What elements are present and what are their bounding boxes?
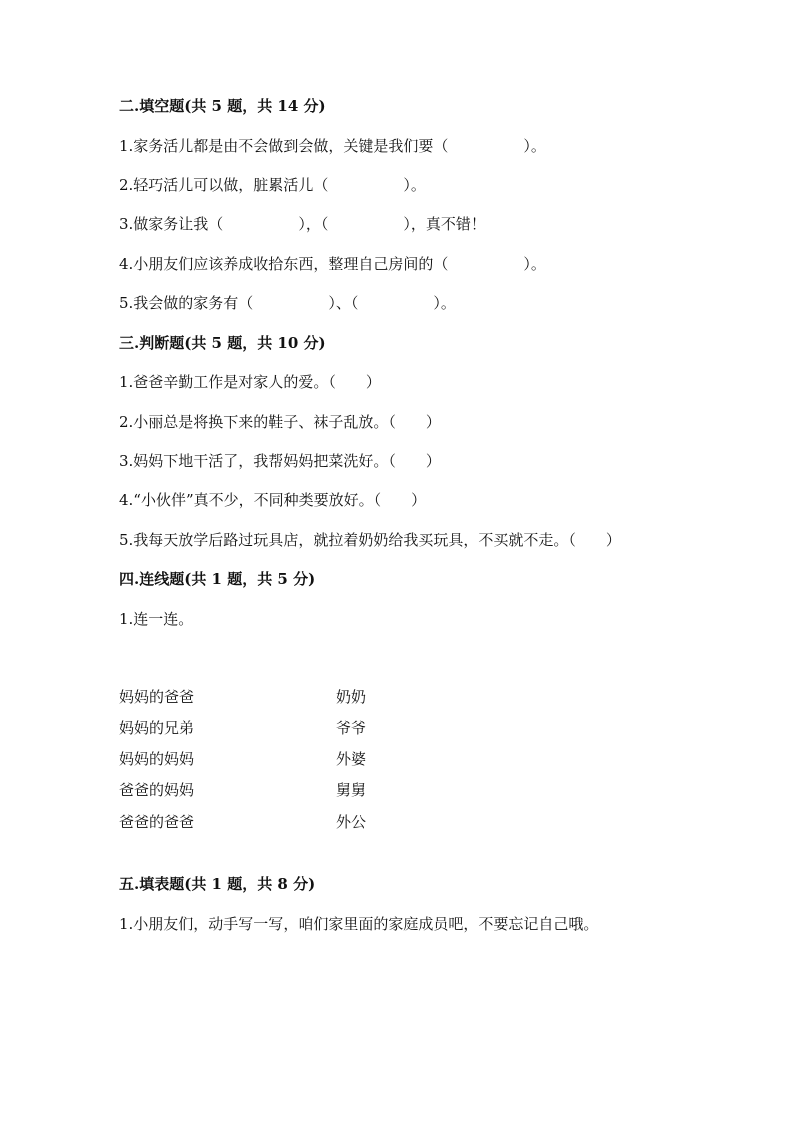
judge-question-3: 3.妈妈下地干活了，我帮妈妈把菜洗好。（ ） — [119, 452, 441, 470]
fill-question-1: 1.家务活儿都是由不会做到会做，关键是我们要（ ）。 — [119, 137, 546, 155]
match-question-1: 1.连一连。 — [119, 610, 194, 628]
fill-question-2: 2.轻巧活儿可以做，脏累活儿（ ）。 — [119, 176, 426, 194]
section-4-heading: 四.连线题(共 1 题，共 5 分) — [119, 570, 316, 588]
judge-question-5: 5.我每天放学后路过玩具店，就拉着奶奶给我买玩具，不买就不走。（ ） — [119, 531, 621, 549]
section-5-heading: 五.填表题(共 1 题，共 8 分) — [119, 875, 316, 893]
match-right-item: 爷爷 — [336, 719, 367, 737]
match-left-item: 妈妈的妈妈 — [119, 750, 195, 768]
match-right-item: 外婆 — [336, 750, 367, 768]
match-right-item: 奶奶 — [336, 688, 367, 706]
match-left-item: 爸爸的爸爸 — [119, 813, 195, 831]
section-3-heading: 三.判断题(共 5 题，共 10 分) — [119, 334, 326, 352]
match-right-item: 外公 — [336, 813, 367, 831]
match-right-item: 舅舅 — [336, 781, 367, 799]
judge-question-1: 1.爸爸辛勤工作是对家人的爱。（ ） — [119, 373, 381, 391]
fill-question-4: 4.小朋友们应该养成收拾东西，整理自己房间的（ ）。 — [119, 255, 546, 273]
judge-question-2: 2.小丽总是将换下来的鞋子、袜子乱放。（ ） — [119, 413, 441, 431]
fill-question-3: 3.做家务让我（ ），（ ），真不错！ — [119, 215, 486, 233]
match-left-item: 爸爸的妈妈 — [119, 781, 195, 799]
match-left-item: 妈妈的爸爸 — [119, 688, 195, 706]
table-question-1: 1.小朋友们，动手写一写，咱们家里面的家庭成员吧，不要忘记自己哦。 — [119, 915, 599, 933]
fill-question-5: 5.我会做的家务有（ ）、（ ）。 — [119, 294, 456, 312]
match-left-item: 妈妈的兄弟 — [119, 719, 195, 737]
judge-question-4: 4.“小伙伴”真不少，不同种类要放好。（ ） — [119, 491, 427, 509]
section-2-heading: 二.填空题(共 5 题，共 14 分) — [119, 97, 326, 115]
